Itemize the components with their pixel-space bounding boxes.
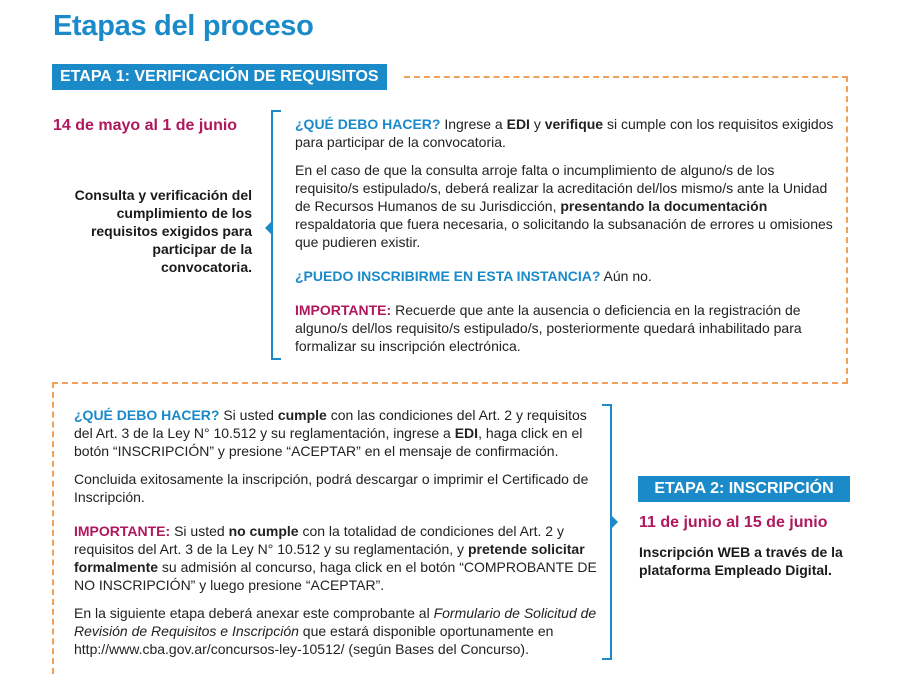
stage1-dashed-top (404, 76, 848, 78)
stage1-paragraph-2: En el caso de que la consulta arroje falta o incumplimiento de alguno/s de los requisito/s estipulado/s, deberá realizar la acreditación del/los mismo/s ante la Unidad de Recursos Humanos de su Jurisdicción, presentando la documentación respaldatoria que fuera necesaria, o solicitando la subsanación de errores u omisiones que pudieren existir. (295, 162, 833, 250)
stage1-what-to-do: ¿QUÉ DEBO HACER? Ingrese a EDI y verifique si cumple con los requisitos exigidos para participar de la convocatoria. (295, 116, 834, 150)
stage2-paragraph-4: En la siguiente etapa deberá anexar este comprobante al Formulario de Solicitud de Revisión de Requisitos e Inscripción que estará disponible oportunamente en http://www.cba.gov.ar/concursos-ley-10512/ (según Bases del Concurso). (74, 605, 597, 657)
stage1-important-label: IMPORTANTE: (295, 302, 392, 318)
stage1-pointer-icon (265, 222, 271, 234)
stage1-body (295, 115, 835, 355)
stage1-q1-label: ¿QUÉ DEBO HACER? (295, 116, 441, 132)
stage1-important: IMPORTANTE: Recuerde que ante la ausencia o deficiencia en la registración de alguno/s del/los requisito/s estipulado/s, posteriormente quedará inhabilitado para formalizar su inscripción electrónica. (295, 302, 802, 354)
stage2-paragraph-2: Concluida exitosamente la inscripción, podrá descargar o imprimir el Certificado de Inscripción. (74, 471, 589, 505)
stage2-what-to-do: ¿QUÉ DEBO HACER? Si usted cumple con las condiciones del Art. 2 y requisitos del Art. 3 de la Ley N° 10.512 y su reglamentación, ingrese a EDI, haga click en el botón “INSCRIPCIÓN” y presione “ACEPTAR” en el mensaje de confirmación. (74, 407, 587, 459)
stage2-description: Inscripción WEB a través de la plataforma Empleado Digital. (639, 544, 843, 578)
stage1-date: 14 de mayo al 1 de junio (53, 117, 238, 134)
stage1-label: ETAPA 1: VERIFICACIÓN DE REQUISITOS (52, 64, 387, 90)
stage2-pointer-icon (612, 516, 618, 528)
stage1-bracket (271, 110, 281, 360)
stage1-q2-label: ¿PUEDO INSCRIBIRME EN ESTA INSTANCIA? (295, 268, 601, 284)
stage-divider (52, 382, 848, 384)
stage1-dashed-right (846, 76, 848, 384)
page-title: Etapas del proceso (53, 10, 314, 42)
stage2-q1-label: ¿QUÉ DEBO HACER? (74, 407, 220, 423)
stage2-label: ETAPA 2: INSCRIPCIÓN (638, 476, 850, 502)
stage1-can-register: ¿PUEDO INSCRIBIRME EN ESTA INSTANCIA? Aún no. (295, 268, 652, 284)
stage2-important: IMPORTANTE: Si usted no cumple con la totalidad de condiciones del Art. 2 y requisitos del Art. 3 de la Ley N° 10.512 y su reglamentación, y pretende solicitar formalmente su admisión al concurso, haga click en el botón “COMPROBANTE DE NO INSCRIPCIÓN” y luego presione “ACEPTAR”. (74, 523, 597, 593)
stage2-dashed-left (52, 382, 54, 674)
stage2-body (74, 406, 602, 658)
stage2-important-label: IMPORTANTE: (74, 523, 171, 539)
stage2-date: 11 de junio al 15 de junio (639, 514, 828, 531)
stage1-description: Consulta y verificación del cumplimiento de los requisitos exigidos para participar de la convocatoria. (74, 187, 252, 275)
stage2-bracket (602, 404, 612, 660)
